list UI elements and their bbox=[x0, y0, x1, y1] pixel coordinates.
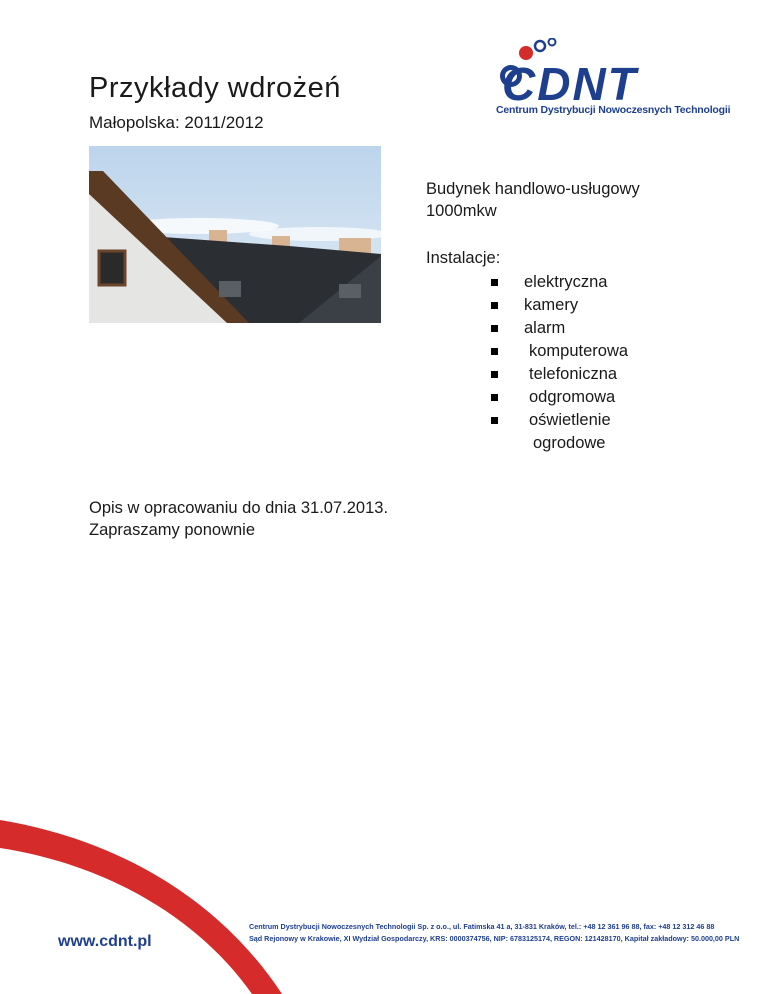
square-bullet-icon bbox=[491, 325, 498, 332]
building-type: Budynek handlowo-usługowy bbox=[426, 180, 640, 198]
page-subtitle: Małopolska: 2011/2012 bbox=[89, 113, 264, 132]
installations-list bbox=[491, 271, 628, 455]
installations-heading: Instalacje: bbox=[426, 249, 501, 267]
list-item: odgromowa bbox=[491, 386, 628, 409]
list-item: elektryczna bbox=[491, 271, 628, 294]
square-bullet-icon bbox=[491, 279, 498, 286]
list-item: komputerowa bbox=[491, 340, 628, 363]
svg-text:CDNT: CDNT bbox=[502, 58, 638, 106]
building-area: 1000mkw bbox=[426, 202, 497, 220]
list-item: alarm bbox=[491, 317, 628, 340]
page-title: Przykłady wdrożeń bbox=[89, 72, 341, 104]
square-bullet-icon bbox=[491, 371, 498, 378]
status-note bbox=[89, 497, 388, 541]
building-description bbox=[426, 178, 640, 222]
square-bullet-icon bbox=[491, 417, 498, 424]
company-footer bbox=[249, 921, 739, 945]
cdnt-logo-mark bbox=[494, 38, 724, 106]
footer-red-arc bbox=[0, 820, 300, 994]
logo-tagline: Centrum Dystrybucji Nowoczesnych Technologii bbox=[496, 104, 731, 116]
cdnt-logo bbox=[494, 38, 731, 122]
square-bullet-icon bbox=[491, 302, 498, 309]
website-link[interactable]: www.cdnt.pl bbox=[58, 933, 152, 950]
footer-address: Centrum Dystrybucji Nowoczesnych Technologii Sp. z o.o., ul. Fatimska 41 a, 31-831 Kraków, tel.: +48 12 361 96 88, fax: +48 12 312 46 88 bbox=[249, 922, 715, 931]
square-bullet-icon bbox=[491, 394, 498, 401]
list-item: telefoniczna bbox=[491, 363, 628, 386]
note-line-1: Opis w opracowaniu do dnia 31.07.2013. bbox=[89, 499, 389, 517]
list-item-continuation: ogrodowe bbox=[533, 434, 606, 452]
list-item: kamery bbox=[491, 294, 628, 317]
building-roof-photo bbox=[89, 146, 381, 323]
footer-registration: Sąd Rejonowy w Krakowie, XI Wydział Gospodarczy, KRS: 0000374756, NIP: 6783125174, REGON: 121428170, Kapitał zakładowy: 50.000,00 PLN bbox=[249, 934, 740, 943]
note-line-2: Zapraszamy ponownie bbox=[89, 521, 255, 539]
square-bullet-icon bbox=[491, 348, 498, 355]
list-item: oświetlenie bbox=[491, 409, 628, 432]
